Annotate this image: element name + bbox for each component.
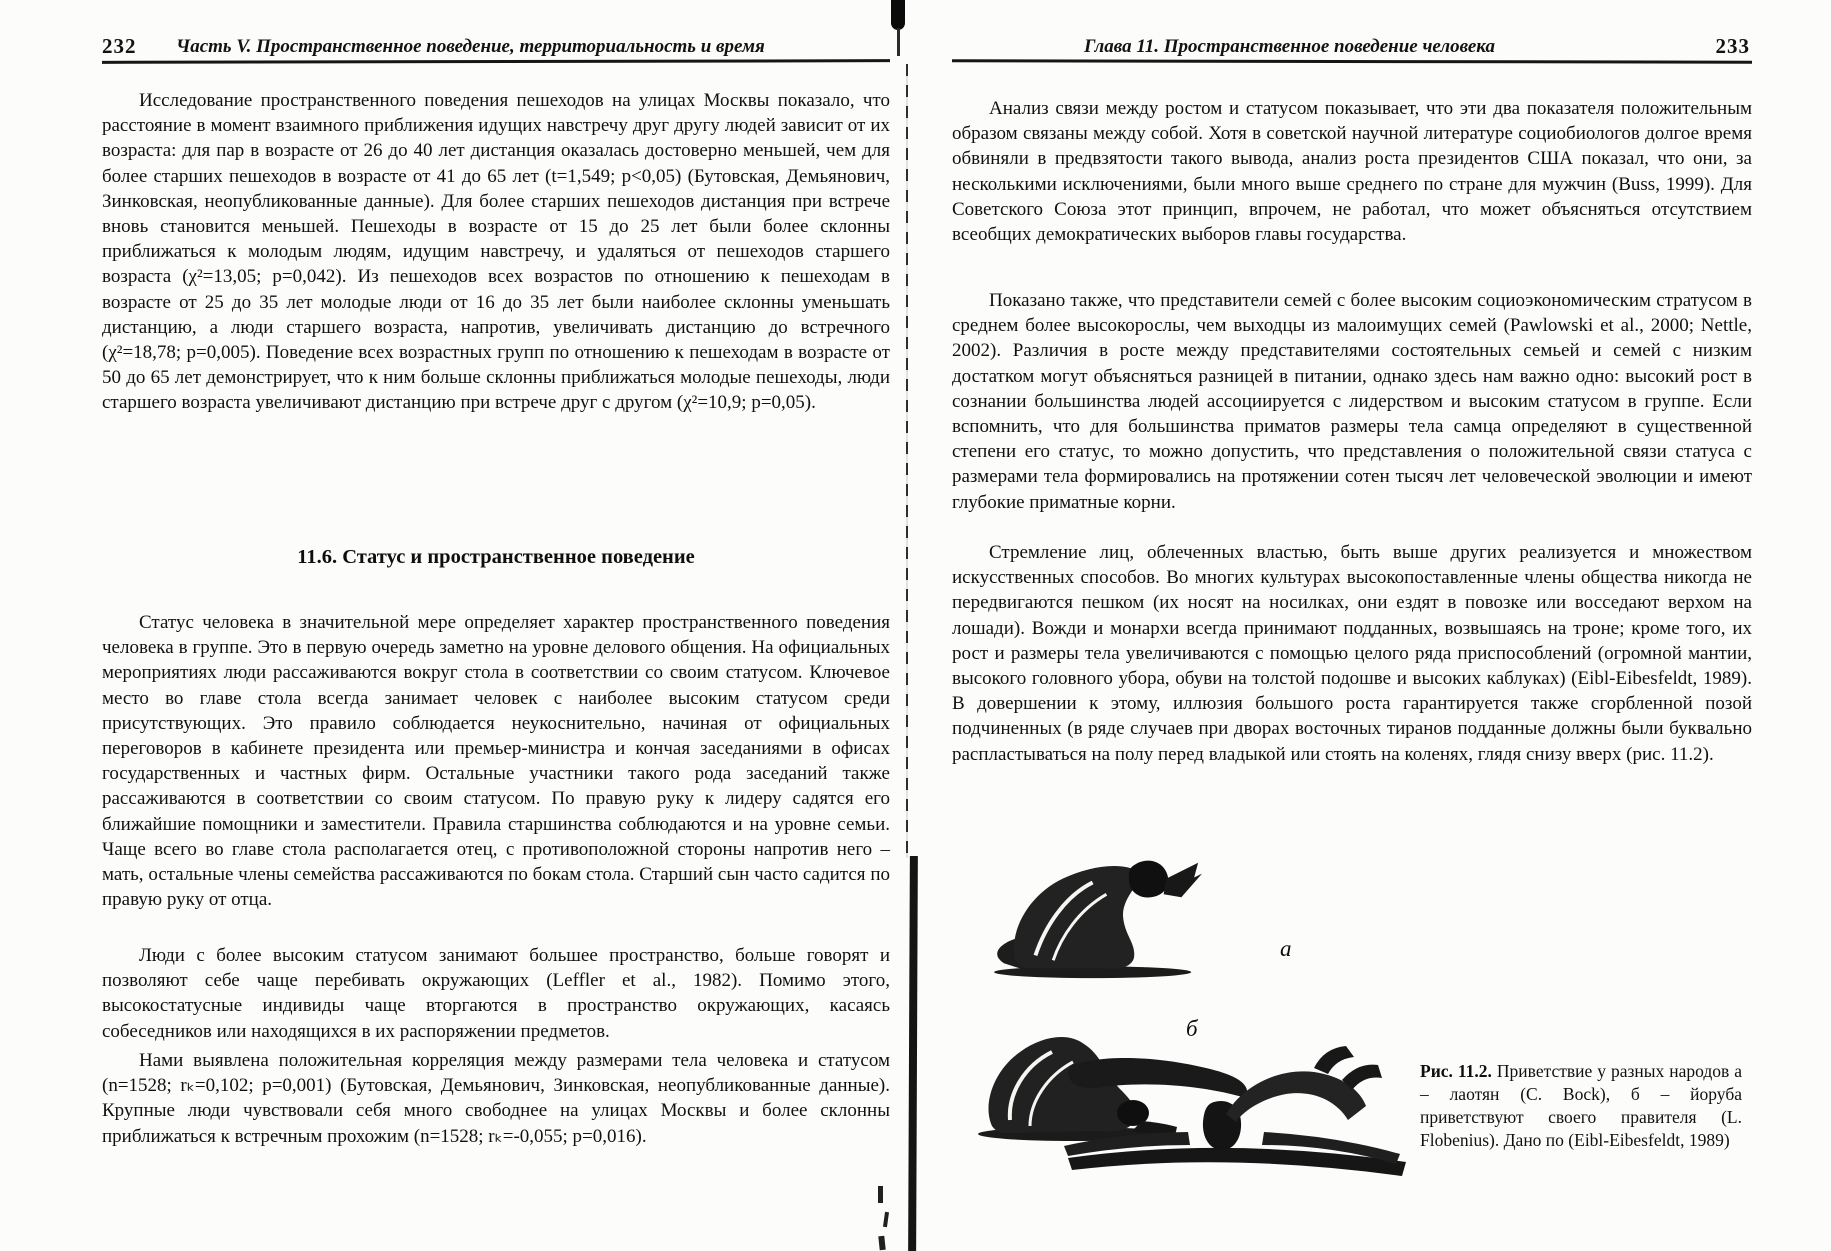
right-page <box>952 0 1752 1251</box>
paragraph: Нами выявлена положительная корреляция между размерами тела человека и статусом (n=1528; rₖ=0,102; p=0,001) (Бутовская, Демьянович, Зинковская, неопубликованные данные). Крупные люди чувствовали себя много свободнее на улицах Москвы и более склонны приближаться к встречным прохожим (n=1528; rₖ=-0,055; p=0,016). <box>102 1050 890 1147</box>
section-heading: 11.6. Статус и пространственное поведение <box>297 546 695 568</box>
paragraph: Статус человека в значительной мере определяет характер пространственного поведения человека в группе. Это в первую очередь заметно на уровне делового общения. На официальных мероприятиях люди рассаживаются вокруг стола в соответствии со своим статусом. Ключевое место во главе стола всегда занимает человек с наиболее высоким статусом среди присутствующих. Это правило соблюдается неукоснительно, начиная от официальных переговоров в кабинете президента или премьер-министра и кончая заседаниями в офисах государственных и частных фирм. Остальные участники такого рода заседаний также рассаживаются в соответствии со своим статусом. По правую руку к лидеру садятся его ближайшие помощники и заместители. Правила старшинства соблюдаются и на уровне семьи. Чаще всего во главе стола располагается отец, с противоположной стороны напротив него – мать, остальные члены семейства рассаживаются по бокам стола. Старший сын часто садится по правую руку от отца. <box>102 612 890 911</box>
prostrate-drawing <box>1056 1040 1416 1200</box>
figure-caption <box>1420 1060 1742 1152</box>
page-number-right: 233 <box>1715 34 1750 58</box>
kneeling-prayer-drawing <box>986 845 1218 983</box>
header-rule-right <box>952 59 1752 63</box>
figure-label-b: б <box>1186 1016 1198 1041</box>
page-number-left: 232 <box>102 34 137 58</box>
page-gutter-dashed-line <box>906 64 908 858</box>
paragraph: Показано также, что представители семей с более высоким социоэкономическим стратусом в среднем более высокорослы, чем выходцы из малоимущих семей (Pawlowski et al., 2000; Nettle, 2002). Различия в росте между представителями состоятельных семьей и семей с низким достатком могут объясняться разницей в питании, однако здесь нам важно одно: высокий рост в сознании большинства людей ассоциируется с лидерством и высоким статусом в группе. Если вспомнить, что для большинства приматов размеры тела самца определяют в существенной степени его статус, то можно допустить, что представления о положительной связи статуса с размерами тела формировались на протяжении сотен тысяч лет человеческой эволюции и имеют глубокие приматные корни. <box>952 290 1752 513</box>
figure-caption-text: Приветствие у разных народов а – лаотян (C. Bock), б – йоруба приветствуют своего правителя (L. Flobenius). Дано по (Eibl-Eibesfeldt, 1989) <box>1420 1061 1743 1150</box>
figure-label-a: а <box>1280 936 1292 961</box>
running-title-left: Часть V. Пространственное поведение, территориальность и время <box>176 36 765 57</box>
binding-mark-top <box>891 0 905 30</box>
paragraph: Анализ связи между ростом и статусом показывает, что эти два показателя положительным образом связаны между собой. Хотя в советской научной литературе социобиологов долгое время обвиняли в предвзятости такого вывода, анализ роста президентов США показал, что они, за несколькими исключениями, были много выше среднего по стране для мужчин (Buss, 1999). Для Советского Союза этот принцип, впрочем, не работал, что может объясняться отсутствием всеобщих демократических выборов главы государства. <box>952 98 1752 246</box>
header-rule-left <box>102 59 890 64</box>
figure-b-prostrate-illustration <box>1056 1040 1416 1200</box>
figure-caption-number: Рис. 11.2. <box>1420 1061 1492 1081</box>
binding-mark-bottom <box>878 1186 883 1203</box>
running-title-right: Глава 11. Пространственное поведение человека <box>1084 36 1495 57</box>
paragraph: Стремление лиц, облеченных властью, быть выше других реализуется и множеством искусственных способов. Во многих культурах высокопоставленные члены общества никогда не передвигаются пешком (их носят на носилках, они ездят в повозке или восседают верхом на лошади). Вожди и монархи всегда принимают подданных, возвышаясь на троне; кроме того, их рост и размеры тела увеличиваются с помощью целого ряда приспособлений (огромной мантии, высокого головного убора, обуви на толстой подошве и высоких каблуках) (Eibl-Eibesfeldt, 1989). В довершении к этому, иллюзия большого роста гарантируется также сгорбленной позой подчиненных (в ряде случаев при дворах восточных тиранов подданные должны были буквально распластываться на полу перед владыкой или стоять на коленях, глядя снизу вверх (рис. 11.2). <box>952 542 1752 765</box>
binding-mark-top-tail <box>897 28 900 56</box>
paragraph: Исследование пространственного поведения пешеходов на улицах Москвы показало, что расстояние в момент взаимного приближения идущих навстречу друг другу людей зависит от их возраста: для пар в возрасте от 26 до 40 лет дистанция оказалась достоверно меньшей, чем для более старших пешеходов в возрасте от 41 до 65 лет (t=1,549; p<0,05) (Бутовская, Демьянович, Зинковская, неопубликованные данные). Для более старших пешеходов дистанция при встрече вновь становится меньшей. Пешеходы в возрасте от 15 до 25 лет были более склонны приближаться к молодым людям, идущим навстречу, и удаляться от пешеходов старшего возраста (χ²=13,05; p=0,042). Из пешеходов всех возрастов по отношению к пешеходам в возрасте от 25 до 35 лет молодые люди от 16 до 35 лет были наиболее склонны уменьшать дистанцию, а люди старшего возраста, напротив, увеличивать дистанцию до встречного (χ²=18,78; p=0,005). Поведение всех возрастных групп по отношению к пешеходам в возрасте от 50 до 65 лет демонстрирует, что к ним больше склонны приближаться молодые пешеходы, люди старшего возраста увеличивают дистанцию при встрече друг с другом (χ²=10,9; p=0,05). <box>102 90 890 414</box>
figure-a-kneeling-prayer-illustration <box>986 845 1218 983</box>
page-gutter-line <box>908 856 918 1251</box>
paragraph: Люди с более высоким статусом занимают большее пространство, больше говорят и позволяют себе чаще перебивать окружающих (Leffler et al., 1982). Помимо этого, высокостатусные индивиды чаще вторгаются в пространство окружающих, касаясь собеседников или находящихся в их распоряжении предметов. <box>102 945 890 1042</box>
left-page <box>102 0 890 1251</box>
